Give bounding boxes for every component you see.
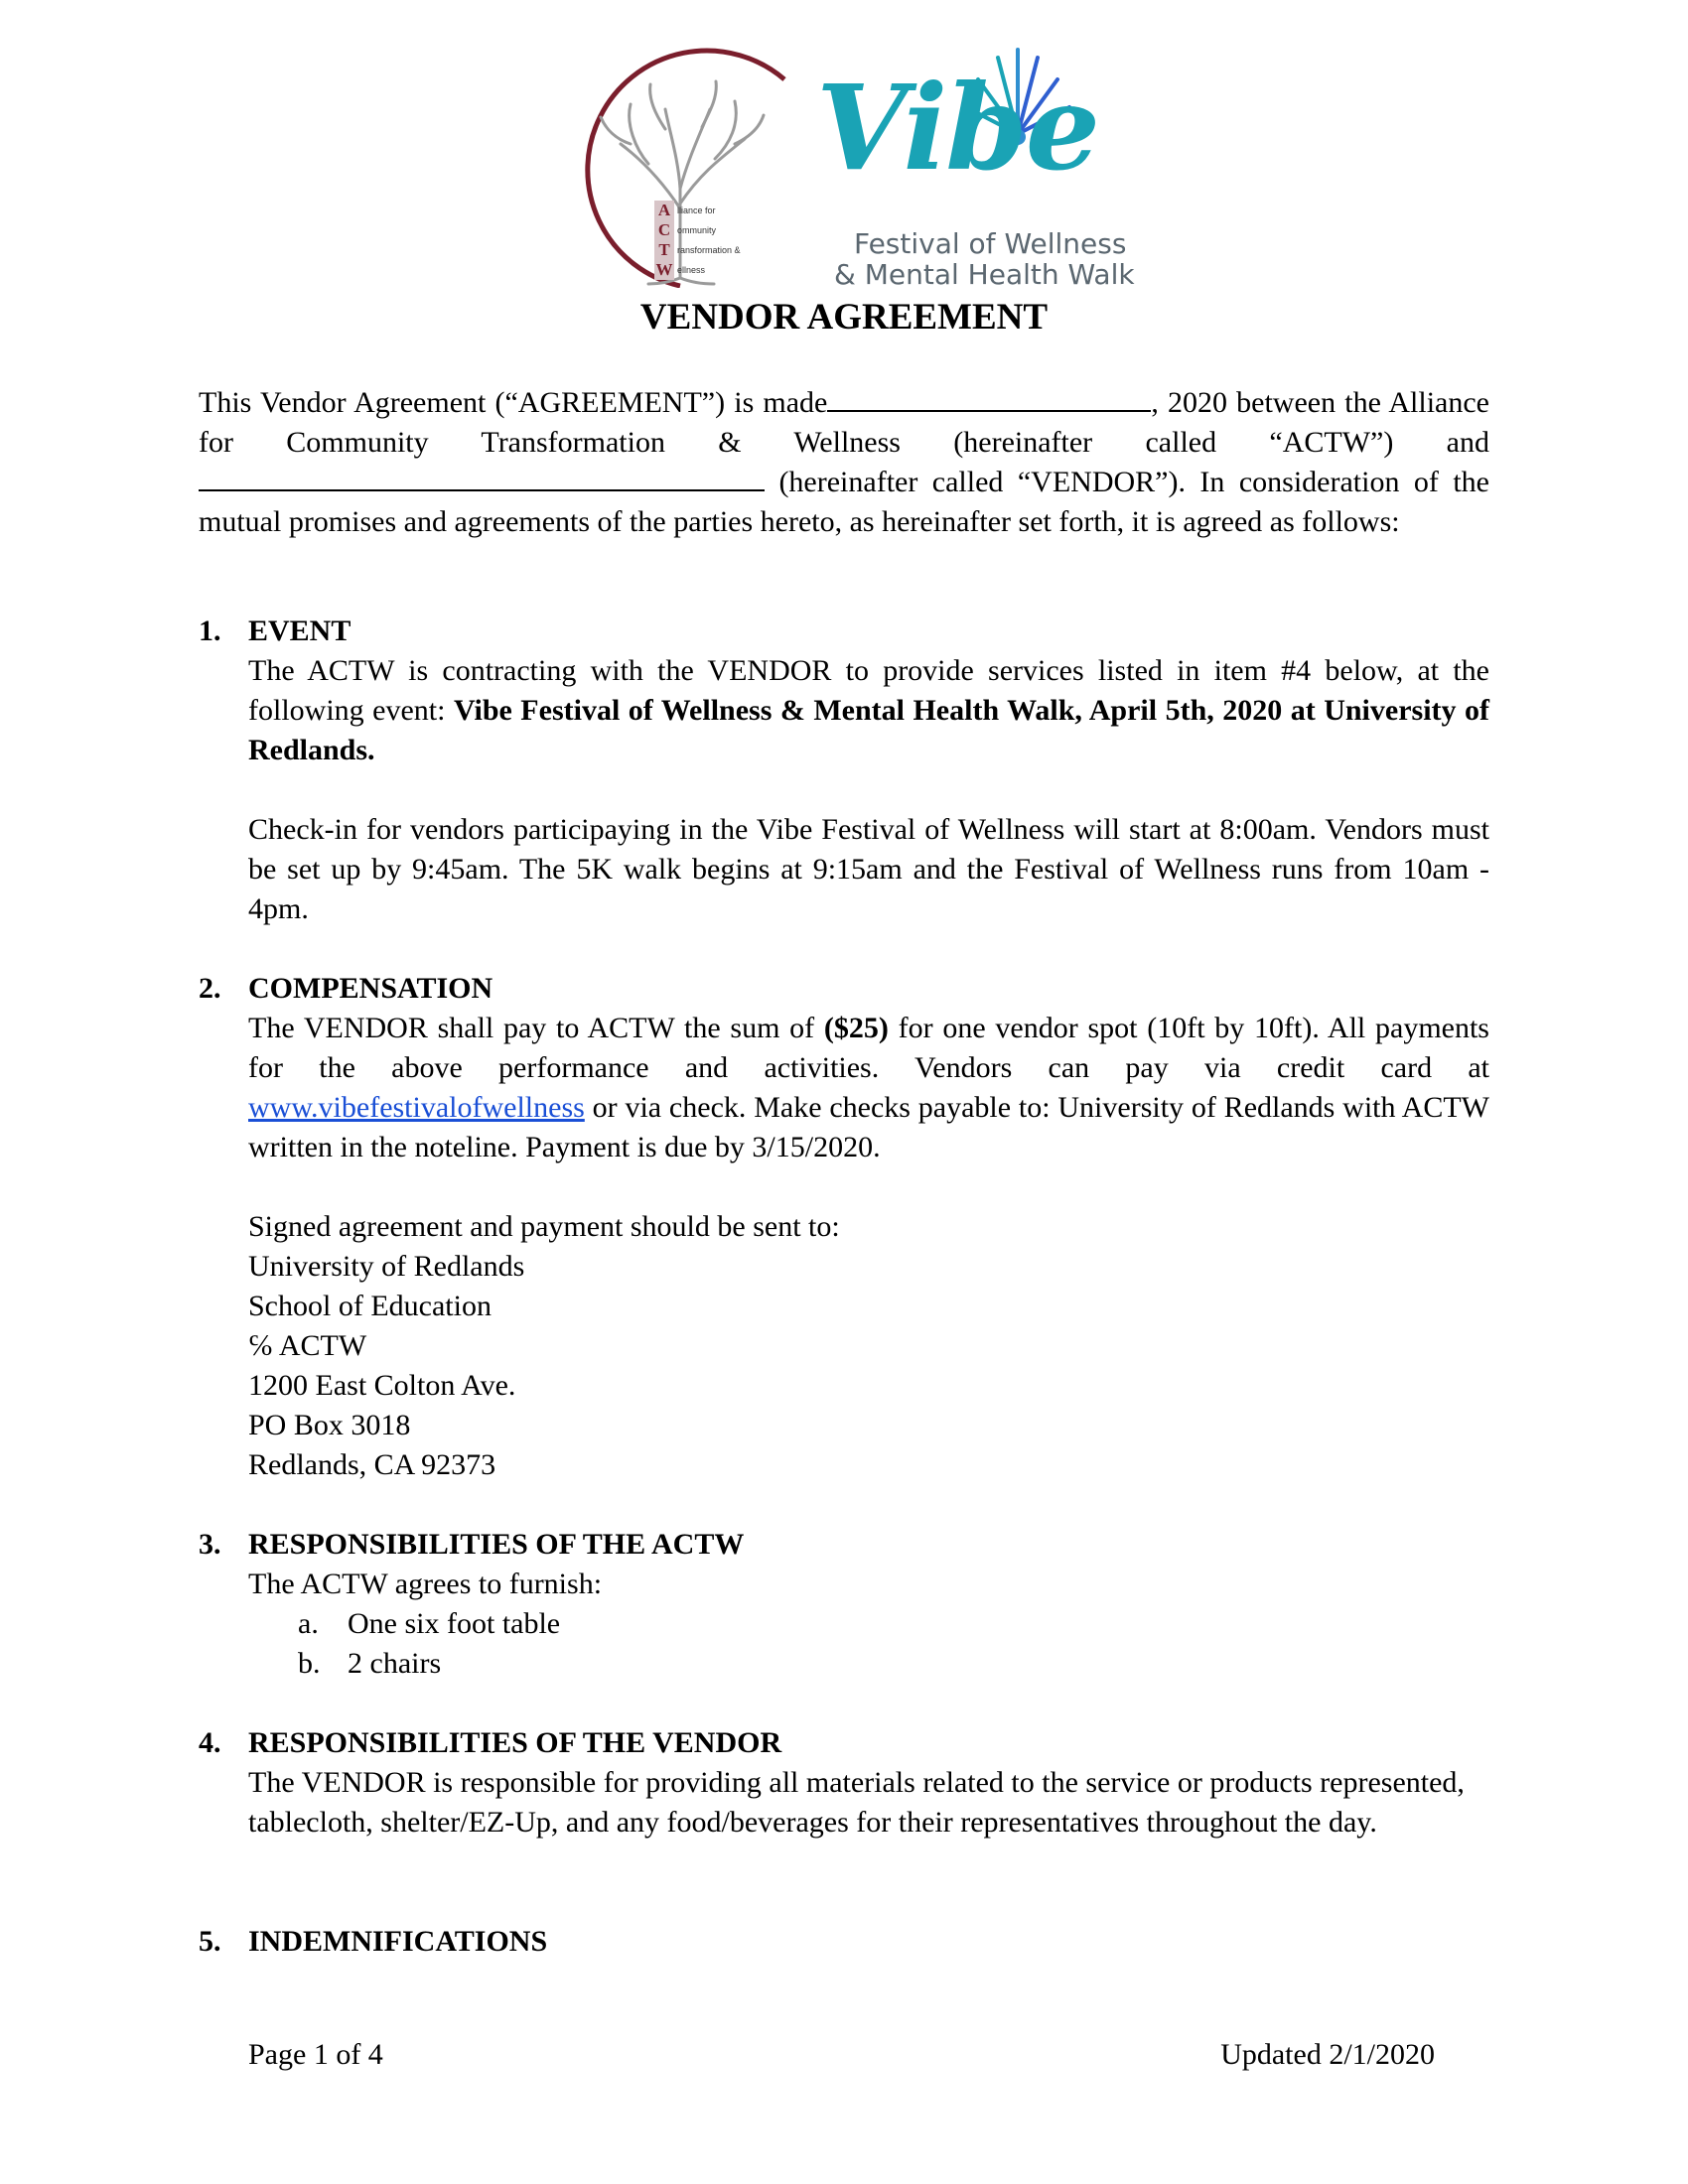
page-number: Page 1 of 4 (248, 2038, 383, 2071)
fee-amount: ($25) (823, 1012, 889, 1044)
vibe-tagline-2: & Mental Health Walk (834, 258, 1135, 291)
section-heading: 2. COMPENSATION (199, 972, 493, 1005)
section-indemnifications (199, 1922, 1489, 1962)
vibe-logo (804, 40, 1167, 293)
section-actw-responsibilities: 3. RESPONSIBILITIES OF THE ACTW The ACTW agrees to furnish: a. One six foot table b. 2 chairs (248, 1525, 1489, 1684)
event-schedule: Check-in for vendors participaying in the Vibe Festival of Wellness will start at 8:00am. Vendors must be set up by 9:45am. The 5K walk begins at 9:15am and the Festival of Wellness runs from 10am - 4pm. (248, 813, 1489, 925)
section-heading: 3. RESPONSIBILITIES OF THE ACTW (199, 1528, 745, 1561)
section-event (199, 612, 1489, 929)
event-description: The ACTW is contracting with the VENDOR to provide services listed in item #4 below, at the following event: Vibe Festival of Wellness & Mental Health Walk, April 5th, 2020 at University of Redlands. (248, 654, 1489, 766)
updated-date: Updated 2/1/2020 (1220, 2038, 1435, 2071)
section-vendor-responsibilities: 4. RESPONSIBILITIES OF THE VENDOR The VENDOR is responsible for providing all materials related to the service or products represented, tablecloth, shelter/EZ-Up, and any food/beverages for their representatives throughout the day. (248, 1723, 1489, 1843)
date-blank-field[interactable] (827, 384, 1151, 412)
mailing-address: Signed agreement and payment should be sent to: University of Redlands School of Education ℅ ACTW 1200 East Colton Ave. PO Box 3018 Redlands, CA 92373 (248, 1210, 840, 1481)
intro-paragraph: This Vendor Agreement (“AGREEMENT”) is made , 2020 between the Alliance for Community Transformation & Wellness (hereinafter called “ACTW”) and (hereinafter called “VENDOR”). In consideration of the mutual promises and agreements of the parties hereto, as hereinafter set forth, it is agreed as follows: (199, 386, 1490, 538)
document-title: VENDOR AGREEMENT (639, 297, 1049, 338)
vibe-tagline-1: Festival of Wellness (854, 227, 1127, 260)
vibe-wordmark: Vibe (816, 59, 1098, 197)
list-item: b. 2 chairs (298, 1647, 442, 1680)
section-heading: 4. RESPONSIBILITIES OF THE VENDOR (199, 1726, 782, 1759)
header-logo (531, 40, 1167, 293)
payment-website-link[interactable]: www.vibefestivalofwellness (248, 1091, 585, 1124)
section-heading: 1. EVENT (199, 614, 352, 647)
actw-logo (531, 40, 799, 288)
vendor-name-blank-field[interactable] (199, 464, 765, 491)
list-item: a. One six foot table (298, 1607, 561, 1640)
furnished-items-list (248, 1604, 1489, 1684)
event-details: Vibe Festival of Wellness & Mental Health Walk, April 5th, 2020 at University of Redlands. (248, 694, 1489, 766)
section-heading: 5. INDEMNIFICATIONS (199, 1925, 548, 1958)
actw-acronym: A lliance for C ommunity T ransformation & W ellness (655, 201, 741, 279)
compensation-description: The VENDOR shall pay to ACTW the sum of ($25) for one vendor spot (10ft by 10ft). All payments for the above performance and activities. Vendors can pay via credit card at www.vibefestivalofwellness or via check. Make checks payable to: University of Redlands with ACTW written in the noteline. Payment is due by 3/15/2020. (248, 1012, 1489, 1163)
section-compensation (199, 969, 1489, 1485)
